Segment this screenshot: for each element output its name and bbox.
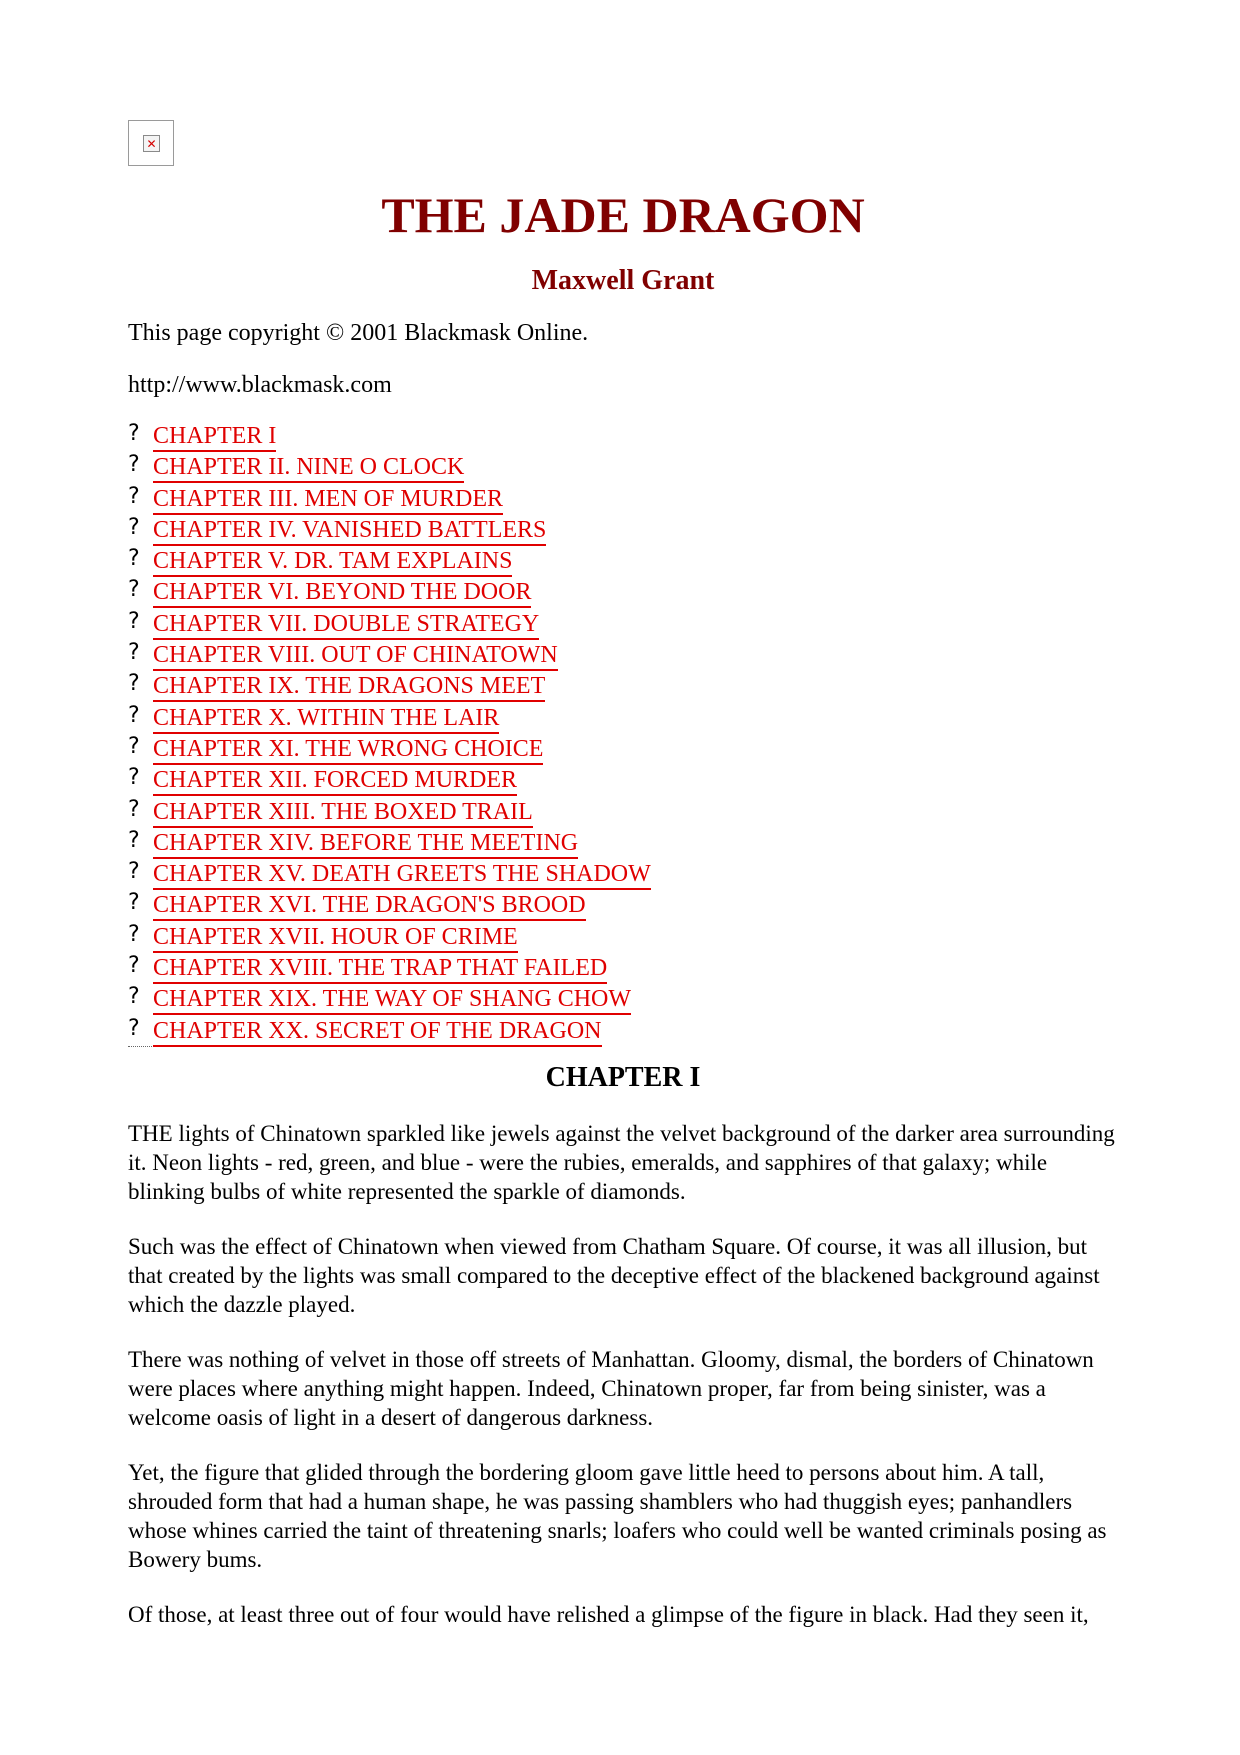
toc-bullet: ? [128, 671, 140, 697]
toc-item [128, 985, 1118, 1016]
broken-image-icon [128, 120, 174, 166]
toc-link[interactable]: CHAPTER VIII. OUT OF CHINATOWN [153, 641, 558, 671]
toc-bullet: ? [128, 827, 140, 853]
toc-bullet: ? [128, 765, 140, 791]
toc-link[interactable]: CHAPTER XVII. HOUR OF CRIME [153, 923, 518, 953]
chapter-heading: CHAPTER I [545, 1061, 701, 1093]
toc-item [128, 1017, 1118, 1048]
toc-bullet: ? [128, 546, 140, 572]
toc-item [128, 735, 1118, 766]
toc-bullet: ? [128, 608, 140, 634]
toc-link[interactable]: CHAPTER IX. THE DRAGONS MEET [153, 672, 545, 702]
book-title: THE JADE DRAGON [381, 187, 865, 243]
chapter-paragraph: There was nothing of velvet in those off streets of Manhattan. Gloomy, dismal, the borders of Chinatown were places where anything might happen. Indeed, Chinatown proper, far from being sinister, was a welcome oasis of light in a desert of dangerous darkness. [128, 1346, 1094, 1430]
toc-item [128, 641, 1118, 672]
toc-bullet: ? [128, 452, 140, 478]
toc-bullet: ? [128, 733, 140, 759]
toc-bullet: ? [128, 702, 140, 728]
toc-bullet: ? [128, 483, 140, 509]
toc-link[interactable]: CHAPTER VII. DOUBLE STRATEGY [153, 610, 539, 640]
toc-item [128, 704, 1118, 735]
toc-item [128, 954, 1118, 985]
toc-item [128, 547, 1118, 578]
toc-bullet: ? [128, 890, 140, 916]
toc-link[interactable]: CHAPTER XIII. THE BOXED TRAIL [153, 798, 533, 828]
chapter-paragraph: Of those, at least three out of four would have relished a glimpse of the figure in black. Had they seen it, [128, 1601, 1089, 1627]
toc-item [128, 923, 1118, 954]
toc-link[interactable]: CHAPTER VI. BEYOND THE DOOR [153, 578, 531, 608]
toc-link[interactable]: CHAPTER XV. DEATH GREETS THE SHADOW [153, 860, 651, 890]
toc-item [128, 453, 1118, 484]
toc-item [128, 829, 1118, 860]
toc-link[interactable]: CHAPTER XIX. THE WAY OF SHANG CHOW [153, 985, 631, 1015]
toc-item [128, 422, 1118, 453]
toc-bullet: ? [128, 577, 140, 603]
chapter-paragraph: THE lights of Chinatown sparkled like jewels against the velvet background of the darker area surrounding it. Neon lights - red, green, and blue - were the rubies, emeralds, and sapphires of that galaxy; while blinking bulbs of white represented the sparkle of diamonds. [128, 1120, 1115, 1204]
toc-link[interactable]: CHAPTER V. DR. TAM EXPLAINS [153, 547, 512, 577]
toc-link[interactable]: CHAPTER I [153, 422, 276, 452]
copyright-notice: This page copyright © 2001 Blackmask Online. [128, 320, 589, 346]
toc-item [128, 891, 1118, 922]
toc-link[interactable]: CHAPTER XX. SECRET OF THE DRAGON [153, 1017, 602, 1047]
toc-item [128, 672, 1118, 703]
toc-bullet: ? [128, 640, 140, 666]
toc-item [128, 485, 1118, 516]
table-of-contents [128, 422, 1118, 1048]
toc-item [128, 578, 1118, 609]
toc-link[interactable]: CHAPTER X. WITHIN THE LAIR [153, 704, 499, 734]
toc-bullet: ? [128, 421, 140, 446]
chapter-paragraph: Yet, the figure that glided through the bordering gloom gave little heed to persons about him. A tall, shrouded form that had a human shape, he was passing shamblers who had thuggish eyes; panhandlers whose whines carried the taint of threatening snarls; loafers who could well be wanted criminals posing as Bowery bums. [128, 1459, 1107, 1572]
toc-item [128, 516, 1118, 547]
toc-link[interactable]: CHAPTER XVIII. THE TRAP THAT FAILED [153, 954, 607, 984]
toc-link[interactable]: CHAPTER XII. FORCED MURDER [153, 766, 517, 796]
toc-bullet: ? [128, 984, 140, 1010]
toc-bullet: ? [128, 953, 140, 979]
toc-bullet: ? [128, 859, 140, 885]
broken-image-x-icon: ✕ [143, 135, 160, 152]
toc-item [128, 610, 1118, 641]
toc-item [128, 766, 1118, 797]
chapter-paragraph: Such was the effect of Chinatown when viewed from Chatham Square. Of course, it was all illusion, but that created by the lights was small compared to the deceptive effect of the blackened background against which the dazzle played. [128, 1233, 1100, 1317]
book-author: Maxwell Grant [531, 265, 715, 296]
toc-link[interactable]: CHAPTER III. MEN OF MURDER [153, 485, 503, 515]
toc-link[interactable]: CHAPTER XIV. BEFORE THE MEETING [153, 829, 578, 859]
toc-item [128, 798, 1118, 829]
toc-bullet: ? [128, 921, 140, 947]
toc-bullet: ? [128, 514, 140, 540]
toc-bullet: ? [128, 1015, 140, 1041]
toc-item [128, 860, 1118, 891]
site-url: http://www.blackmask.com [128, 372, 392, 398]
document-page [128, 120, 1118, 1629]
toc-link[interactable]: CHAPTER IV. VANISHED BATTLERS [153, 516, 546, 546]
toc-link[interactable]: CHAPTER XI. THE WRONG CHOICE [153, 735, 543, 765]
toc-link[interactable]: CHAPTER XVI. THE DRAGON'S BROOD [153, 891, 586, 921]
toc-cutoff-divider [128, 1046, 178, 1051]
toc-bullet: ? [128, 796, 140, 822]
toc-link[interactable]: CHAPTER II. NINE O CLOCK [153, 453, 464, 483]
